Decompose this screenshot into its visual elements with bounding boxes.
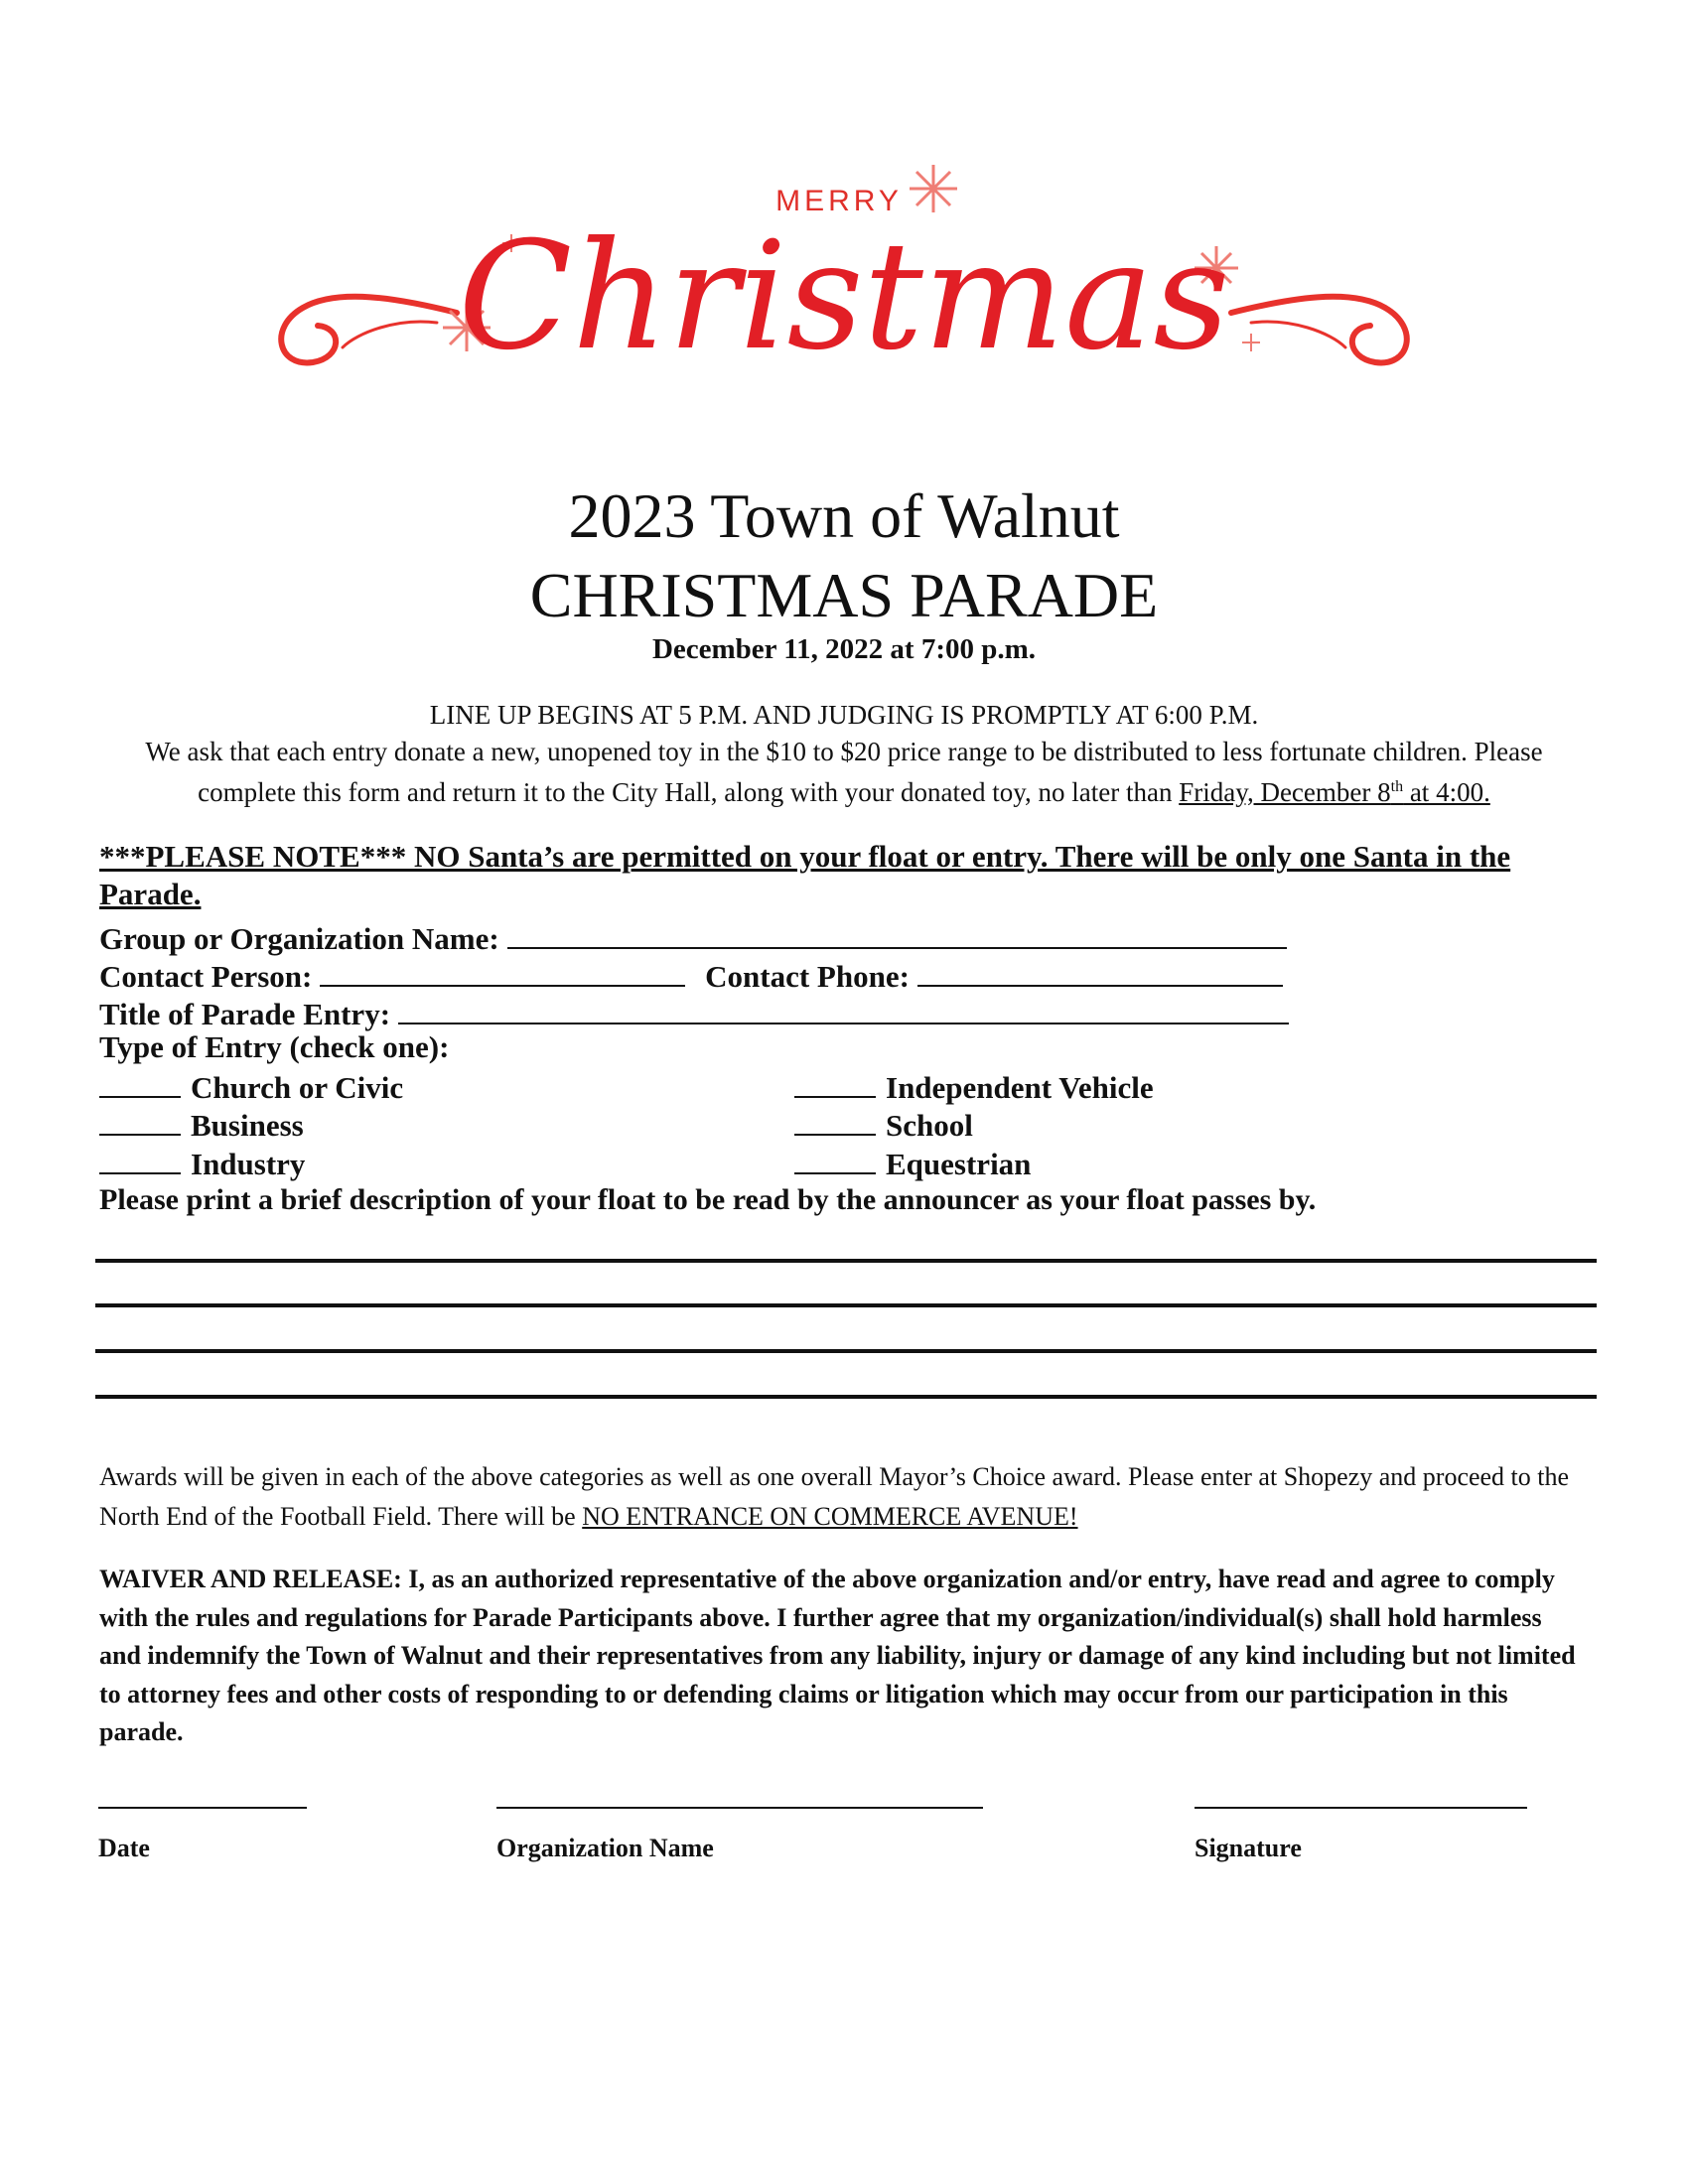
entry-type-vehicle-label: Independent Vehicle <box>886 1070 1154 1105</box>
description-line[interactable] <box>95 1349 1597 1353</box>
entry-type-industry-label: Industry <box>191 1147 306 1181</box>
entry-title-row <box>99 991 1289 1033</box>
toy-request-text: We ask that each entry donate a new, unopened toy in the $10 to $20 price range to be distributed to less fortunate children. Please complete this form and return it to the City Hall, along with your donated toy, no later than <box>145 737 1543 807</box>
deadline-date <box>1179 777 1490 807</box>
entry-type-school-label: School <box>886 1108 973 1143</box>
checkbox-blank-church[interactable] <box>99 1066 181 1098</box>
page-title: 2023 Town of Walnut <box>568 480 1120 551</box>
checkbox-blank-equestrian[interactable] <box>794 1143 876 1174</box>
waiver-paragraph: WAIVER AND RELEASE: I, as an authorized representative of the above organization and/or entry, have read and agree to comply with the rules and regulations for Parade Participants above. I further agree that my organization/individual(s) shall hold harmless and indemnify the Town of Walnut and their representatives from any liability, injury or damage of any kind including but not limited to attorney fees and other costs of responding to or defending claims or litigation which may occur from our participation in this parade. <box>99 1565 1576 1746</box>
entry-type-label: Type of Entry (check one): <box>99 1029 450 1064</box>
date-label: Date <box>98 1834 150 1862</box>
santa-note: ***PLEASE NOTE*** NO Santa’s are permitted on your float or entry. There will be only one Santa in the Parade. <box>99 839 1511 911</box>
description-line[interactable] <box>95 1303 1597 1307</box>
entry-type-business-label: Business <box>191 1108 304 1143</box>
entrance-warning: NO ENTRANCE ON COMMERCE AVENUE! <box>582 1502 1078 1531</box>
description-prompt: Please print a brief description of your float to be read by the announcer as your float passes by. <box>99 1183 1317 1216</box>
entry-type-option <box>794 1143 1031 1183</box>
lineup-notice: LINE UP BEGINS AT 5 P.M. AND JUDGING IS PROMPTLY AT 6:00 P.M. <box>429 700 1259 730</box>
checkbox-blank-business[interactable] <box>99 1104 181 1136</box>
sparkle-icon <box>1242 334 1260 351</box>
merry-christmas-banner <box>248 149 1440 437</box>
checkbox-blank-school[interactable] <box>794 1104 876 1136</box>
signature-line[interactable] <box>1195 1807 1527 1809</box>
organization-name-label: Organization Name <box>496 1834 714 1862</box>
checkbox-blank-vehicle[interactable] <box>794 1066 876 1098</box>
deadline-day: Friday, December 8 <box>1179 777 1391 807</box>
contact-person-field[interactable] <box>320 953 685 987</box>
entry-type-church-label: Church or Civic <box>191 1070 404 1105</box>
deadline-time: at 4:00. <box>1403 777 1490 807</box>
entry-type-equestrian-label: Equestrian <box>886 1147 1032 1181</box>
deadline-suffix: th <box>1390 778 1404 795</box>
entry-type-option <box>99 1104 304 1145</box>
awards-text: Awards will be given in each of the above categories as well as one overall Mayor’s Choice award. Please enter at Shopezy and proceed to the North End of the Football Field. There will be <box>99 1462 1570 1531</box>
event-date: December 11, 2022 at 7:00 p.m. <box>651 633 1037 665</box>
swirl-flourish-left <box>281 297 457 363</box>
banner-christmas-text: Christmas <box>458 210 1230 383</box>
entry-title-label: Title of Parade Entry: <box>99 997 391 1031</box>
description-line[interactable] <box>95 1395 1597 1399</box>
group-name-label: Group or Organization Name: <box>99 921 499 956</box>
entry-type-option <box>99 1143 305 1183</box>
date-signature-line[interactable] <box>98 1807 307 1809</box>
group-name-field[interactable] <box>507 915 1287 949</box>
toy-request-paragraph <box>129 735 1559 810</box>
swirl-flourish-right <box>1231 297 1407 363</box>
entry-type-option <box>99 1066 403 1107</box>
checkbox-blank-industry[interactable] <box>99 1143 181 1174</box>
organization-signature-line[interactable] <box>496 1807 983 1809</box>
group-name-row <box>99 915 1287 958</box>
signature-label: Signature <box>1195 1834 1302 1862</box>
contact-phone-field[interactable] <box>917 953 1283 987</box>
contact-person-label: Contact Person: <box>99 959 313 994</box>
contact-row <box>99 953 1283 996</box>
entry-title-field[interactable] <box>398 991 1289 1024</box>
snowflake-icon <box>910 165 957 212</box>
entry-type-option <box>794 1066 1154 1107</box>
contact-phone-label: Contact Phone: <box>705 959 910 994</box>
entry-type-option <box>794 1104 973 1145</box>
description-line[interactable] <box>95 1259 1597 1263</box>
page-subtitle: CHRISTMAS PARADE <box>529 560 1159 630</box>
banner-merry-text: MERRY <box>775 185 903 217</box>
awards-paragraph <box>99 1457 1589 1537</box>
